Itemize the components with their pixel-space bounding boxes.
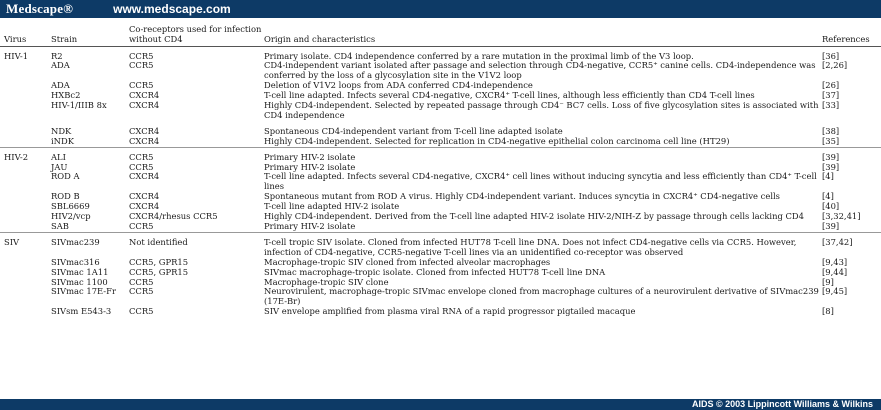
reference-cell: [9,44]: [822, 266, 848, 277]
coreceptor-cell: CXCR4: [129, 135, 160, 146]
virus-cell: [0, 91, 51, 101]
coreceptor-cell: CCR5: [129, 60, 154, 71]
strain-cell: NDK: [51, 125, 72, 136]
reference-cell: [39]: [822, 161, 840, 172]
footer-bar: [0, 399, 881, 410]
virus-group: [0, 46, 881, 147]
table-row: [0, 61, 881, 81]
strain-cell: SIVmac239: [51, 236, 100, 247]
reference-cell: [40]: [822, 201, 840, 212]
origin-cell: Highly CD4-independent. Derived from the T-cell line adapted HIV-2 isolate HIV-2/NIH-Z by passage through cells lacking CD4: [264, 211, 804, 222]
reference-cell: [4]: [822, 171, 834, 182]
reference-cell: [9,43]: [822, 256, 848, 267]
reference-cell: [3,32,41]: [822, 211, 861, 222]
virus-cell: [0, 163, 51, 173]
virus-cell: [0, 307, 51, 317]
col-references: References: [822, 33, 870, 44]
coreceptor-cell: CXCR4: [129, 191, 160, 202]
virus-cell: [0, 287, 51, 307]
strain-cell: SIVmac 1100: [51, 276, 108, 287]
origin-cell: T-cell line adapted HIV-2 isolate: [264, 201, 400, 212]
coreceptor-cell: CCR5: [129, 50, 154, 61]
virus-cell: [0, 258, 51, 268]
table-row: [0, 222, 881, 232]
table-row: [0, 287, 881, 307]
coreceptor-cell: CXCR4: [129, 100, 160, 111]
reference-cell: [39]: [822, 221, 840, 231]
reference-cell: [35]: [822, 135, 840, 146]
origin-cell: CD4-independent variant isolated after passage and selection through CD4-negative, CCR5⁺ canine cells. CD4-independence was conferred by the loss of a glycosylation site in the V1V2 loop: [264, 60, 816, 81]
strain-cell: SIVsm E543-3: [51, 306, 112, 317]
origin-cell: Primary HIV-2 isolate: [264, 221, 356, 231]
virus-cell: [0, 192, 51, 202]
coreceptor-cell: CCR5: [129, 221, 154, 231]
virus-cell: [0, 127, 51, 137]
coreceptor-cell: CCR5: [129, 306, 154, 317]
strain-cell: ADA: [51, 60, 70, 71]
origin-cell: Highly CD4-independent. Selected by repeated passage through CD4⁻ BC7 cells. Loss of five glycosylation sites is associated with CD4 independence: [264, 100, 819, 120]
reference-cell: [9]: [822, 276, 834, 287]
virus-cell: [0, 81, 51, 91]
origin-cell: Spontaneous CD4-independent variant from T-cell line adapted isolate: [264, 125, 563, 136]
reference-cell: [38]: [822, 125, 840, 136]
strain-cell: SIVmac 17E-Fr: [51, 286, 116, 297]
col-strain: Strain: [51, 33, 78, 44]
copyright-text: AIDS © 2003 Lippincott Williams & Wilkins: [691, 399, 873, 409]
coreceptor-cell: CCR5: [129, 276, 154, 287]
col-origin: Origin and characteristics: [264, 33, 376, 44]
strain-cell: ROD A: [51, 171, 80, 182]
strain-cell: SIVmac 1A11: [51, 266, 109, 277]
table-header: [0, 20, 881, 46]
virus-cell: [0, 172, 51, 192]
table-row: [0, 137, 881, 147]
origin-cell: Primary HIV-2 isolate: [264, 161, 356, 172]
coreceptor-table: [0, 20, 881, 317]
virus-cell: [0, 268, 51, 278]
strain-cell: ALI: [51, 151, 66, 162]
coreceptor-cell: CCR5: [129, 161, 154, 172]
strain-cell: HIV2/vcp: [51, 211, 91, 222]
table-row: [0, 307, 881, 317]
coreceptor-cell: CCR5: [129, 80, 154, 91]
coreceptor-cell: CXCR4: [129, 90, 160, 101]
virus-group: [0, 232, 881, 317]
origin-cell: Spontaneous mutant from ROD A virus. Highly CD4-independent variant. Induces syncytia in CXCR4⁺ CD4-negative cells: [264, 191, 780, 202]
strain-cell: iNDK: [51, 135, 74, 146]
origin-cell: Primary isolate. CD4 independence conferred by a rare mutation in the proximal limb of the V3 loop.: [264, 50, 694, 61]
strain-cell: HIV-1/IIIB 8x: [51, 100, 107, 111]
table-row: [0, 232, 881, 257]
strain-cell: SAB: [51, 221, 69, 231]
coreceptor-cell: CXCR4: [129, 171, 160, 182]
coreceptor-cell: CCR5: [129, 151, 154, 162]
virus-cell: SIV: [4, 236, 20, 247]
reference-cell: [9,45]: [822, 286, 848, 297]
reference-cell: [37,42]: [822, 236, 853, 247]
col-coreceptors: Co-receptors used for infection without CD4: [129, 23, 262, 44]
virus-cell: [0, 212, 51, 222]
reference-cell: [4]: [822, 191, 834, 202]
origin-cell: SIVmac macrophage-tropic isolate. Cloned from infected HUT78 T-cell line DNA: [264, 266, 606, 277]
table-row: [0, 147, 881, 162]
table-row: [0, 172, 881, 192]
origin-cell: T-cell line adapted. Infects several CD4-negative, CXCR4⁺ T-cell lines, although less efficiently than CD4 T-cell lines: [264, 90, 755, 101]
table-row: [0, 101, 881, 121]
coreceptor-cell: CXCR4: [129, 125, 160, 136]
strain-cell: HXBc2: [51, 90, 81, 101]
origin-cell: Highly CD4-independent. Selected for replication in CD4-negative epithelial colon carcinoma cell line (HT29): [264, 135, 730, 146]
origin-cell: T-cell tropic SIV isolate. Cloned from infected HUT78 T-cell line DNA. Does not infect CD4-negative cells via CCR5. However, infection of CD4-negative, CCR5-negative T-cell lines via an unidentified co-receptor was observed: [264, 236, 797, 257]
coreceptor-cell: CXCR4/rhesus CCR5: [129, 211, 218, 222]
coreceptor-cell: CCR5: [129, 286, 154, 297]
coreceptor-cell: CXCR4: [129, 201, 160, 212]
virus-cell: [0, 278, 51, 288]
reference-cell: [8]: [822, 306, 834, 317]
origin-cell: SIV envelope amplified from plasma viral RNA of a rapid progressor pigtailed macaque: [264, 306, 636, 317]
origin-cell: Deletion of V1V2 loops from ADA conferred CD4-independence: [264, 80, 533, 91]
strain-cell: SBL6669: [51, 201, 90, 212]
virus-cell: [0, 222, 51, 232]
virus-cell: HIV-2: [4, 151, 29, 162]
strain-cell: SIVmac316: [51, 256, 100, 267]
virus-group: [0, 147, 881, 232]
reference-cell: [39]: [822, 151, 840, 162]
virus-cell: [0, 137, 51, 147]
reference-cell: [36]: [822, 50, 840, 61]
origin-cell: Neurovirulent, macrophage-tropic SIVmac envelope cloned from macrophage cultures of a neurovirulent derivative of SIVmac239 (17E-Br): [264, 286, 819, 307]
virus-cell: [0, 101, 51, 121]
strain-cell: R2: [51, 50, 63, 61]
strain-cell: ADA: [51, 80, 70, 91]
table-row: [0, 46, 881, 61]
virus-cell: [0, 61, 51, 81]
reference-cell: [26]: [822, 80, 840, 91]
virus-cell: HIV-1: [4, 50, 29, 61]
origin-cell: T-cell line adapted. Infects several CD4-negative, CXCR4⁺ cell lines without inducing syncytia and less efficiently than CD4⁺ T-cell lines: [264, 171, 817, 192]
origin-cell: Macrophage-tropic SIV clone: [264, 276, 389, 287]
header-bar: [0, 0, 881, 18]
medscape-logo[interactable]: Medscape®: [6, 1, 74, 16]
coreceptor-cell: CCR5, GPR15: [129, 266, 189, 277]
strain-cell: JAU: [51, 161, 68, 172]
strain-cell: ROD B: [51, 191, 80, 202]
coreceptor-cell: CCR5, GPR15: [129, 256, 189, 267]
coreceptor-cell: Not identified: [129, 236, 188, 247]
reference-cell: [37]: [822, 90, 840, 101]
reference-cell: [33]: [822, 100, 840, 111]
site-url[interactable]: www.medscape.com: [113, 2, 231, 16]
origin-cell: Macrophage-tropic SIV cloned from infected alveolar macrophages: [264, 256, 551, 267]
reference-cell: [2,26]: [822, 60, 848, 71]
origin-cell: Primary HIV-2 isolate: [264, 151, 356, 162]
col-virus: Virus: [4, 33, 27, 44]
virus-cell: [0, 202, 51, 212]
